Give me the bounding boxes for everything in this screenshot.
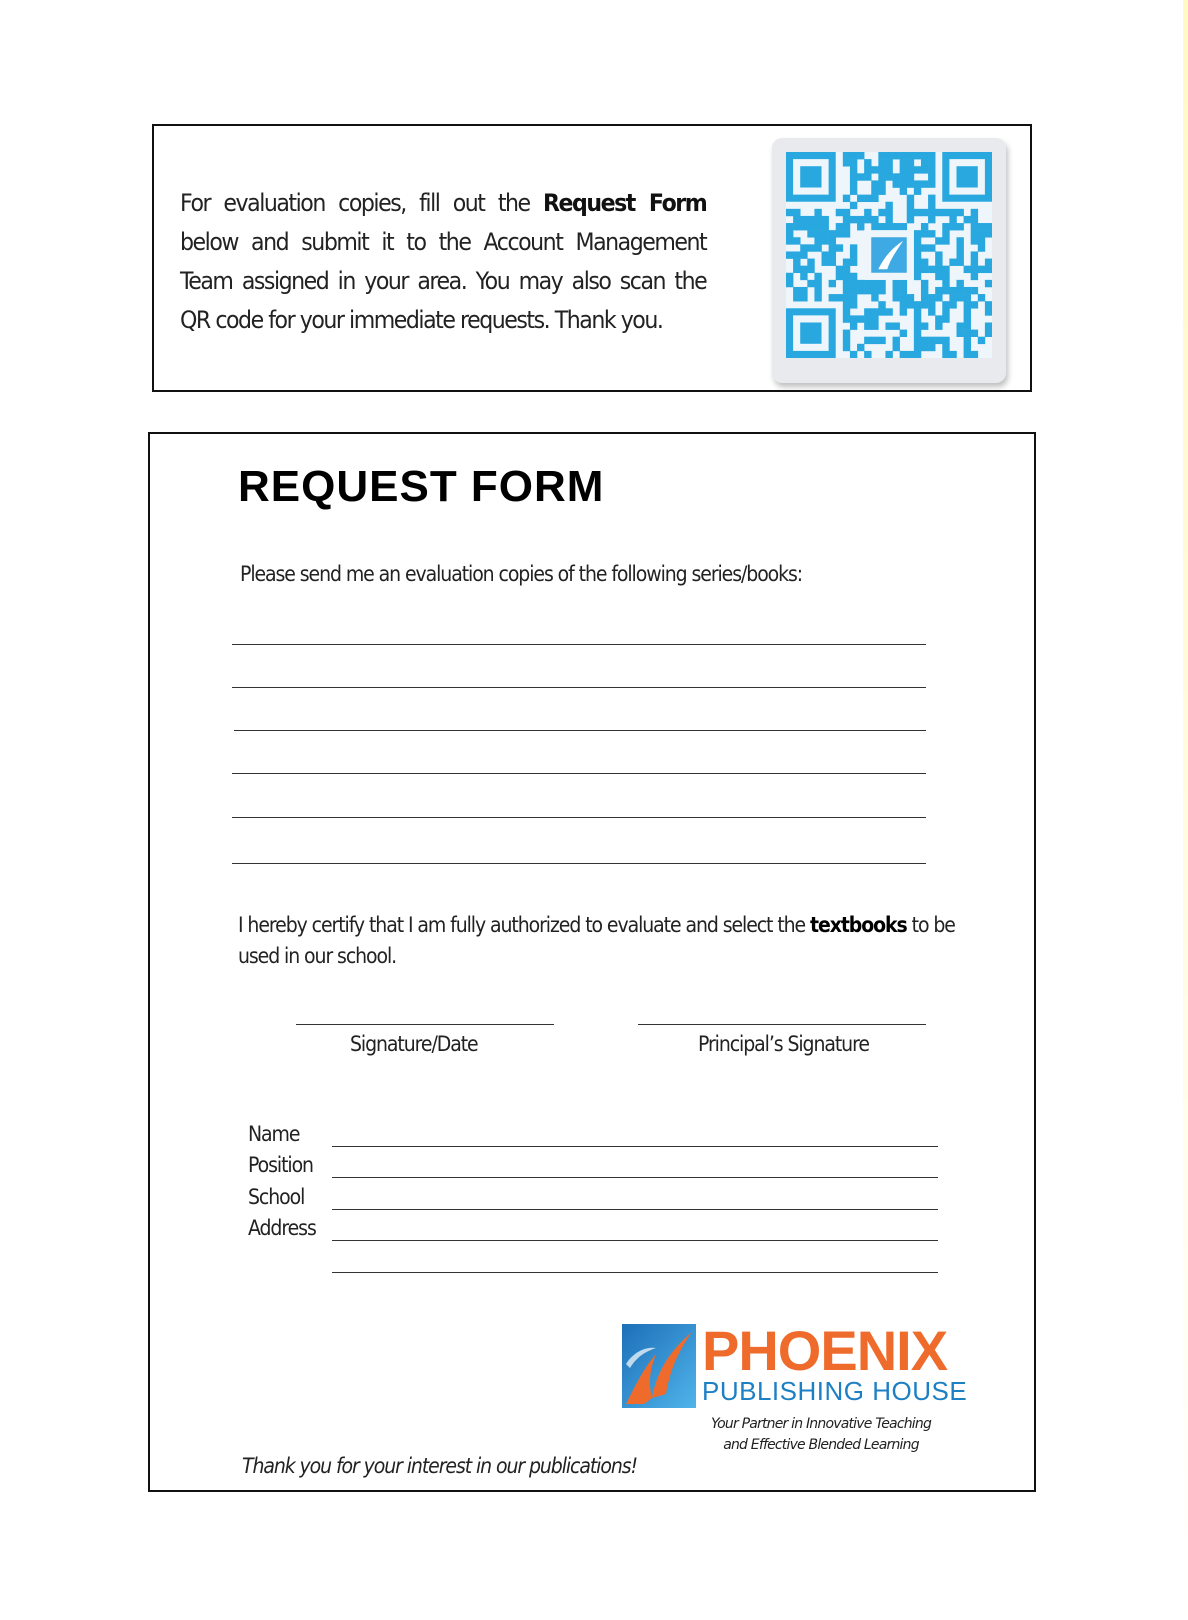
position-field[interactable] <box>332 1177 938 1178</box>
signature-date-line[interactable] <box>296 1024 554 1025</box>
certify-statement <box>238 910 958 972</box>
page-edge-strip <box>1183 0 1188 1620</box>
logo-subtitle: PUBLISHING HOUSE <box>702 1376 968 1406</box>
address-field-line-2[interactable] <box>332 1272 938 1273</box>
qr-code-icon[interactable] <box>786 152 992 358</box>
phoenix-emblem-icon <box>622 1324 696 1408</box>
info-text-end: below and submit it to the Account Management Team assigned in your area. You may also scan the QR code for your immediate requests. Thank you. <box>180 228 707 334</box>
form-title: REQUEST FORM <box>238 462 605 511</box>
info-text <box>180 184 706 340</box>
name-field[interactable] <box>332 1146 938 1147</box>
signature-date-label: Signature/Date <box>350 1032 478 1056</box>
name-label: Name <box>248 1122 300 1146</box>
series-line-3[interactable] <box>234 730 926 731</box>
certify-text-end: to be used in our school. <box>238 913 955 968</box>
info-text-start: For evaluation copies, fill out the <box>180 189 543 217</box>
series-line-4[interactable] <box>232 773 926 774</box>
info-box <box>152 124 1032 392</box>
logo-phoenix-text: PHOENIX <box>702 1319 948 1382</box>
address-field[interactable] <box>332 1240 938 1241</box>
address-label: Address <box>248 1216 316 1240</box>
phoenix-logo <box>622 1319 1002 1464</box>
certify-text-bold: textbooks <box>810 913 907 937</box>
school-field[interactable] <box>332 1209 938 1210</box>
info-text-bold: Request Form <box>542 189 707 217</box>
series-line-5[interactable] <box>232 817 926 818</box>
form-intro: Please send me an evaluation copies of the following series/books: <box>240 562 803 586</box>
thank-you-note: Thank you for your interest in our publications! <box>242 1454 638 1478</box>
principal-signature-line[interactable] <box>638 1024 926 1025</box>
series-line-1[interactable] <box>232 644 926 645</box>
logo-tagline <box>706 1414 936 1456</box>
qr-code-frame[interactable] <box>772 138 1006 383</box>
series-line-6[interactable] <box>232 863 926 864</box>
position-label: Position <box>248 1153 313 1177</box>
logo-tagline-line-2: and Effective Blended Learning <box>723 1437 919 1453</box>
series-line-2[interactable] <box>232 687 926 688</box>
request-form <box>148 432 1036 1492</box>
certify-text-start: I hereby certify that I am fully authorized to evaluate and select the <box>238 913 811 937</box>
school-label: School <box>248 1185 305 1209</box>
logo-tagline-line-1: Your Partner in Innovative Teaching <box>710 1416 932 1432</box>
principal-signature-label: Principal’s Signature <box>698 1032 869 1056</box>
